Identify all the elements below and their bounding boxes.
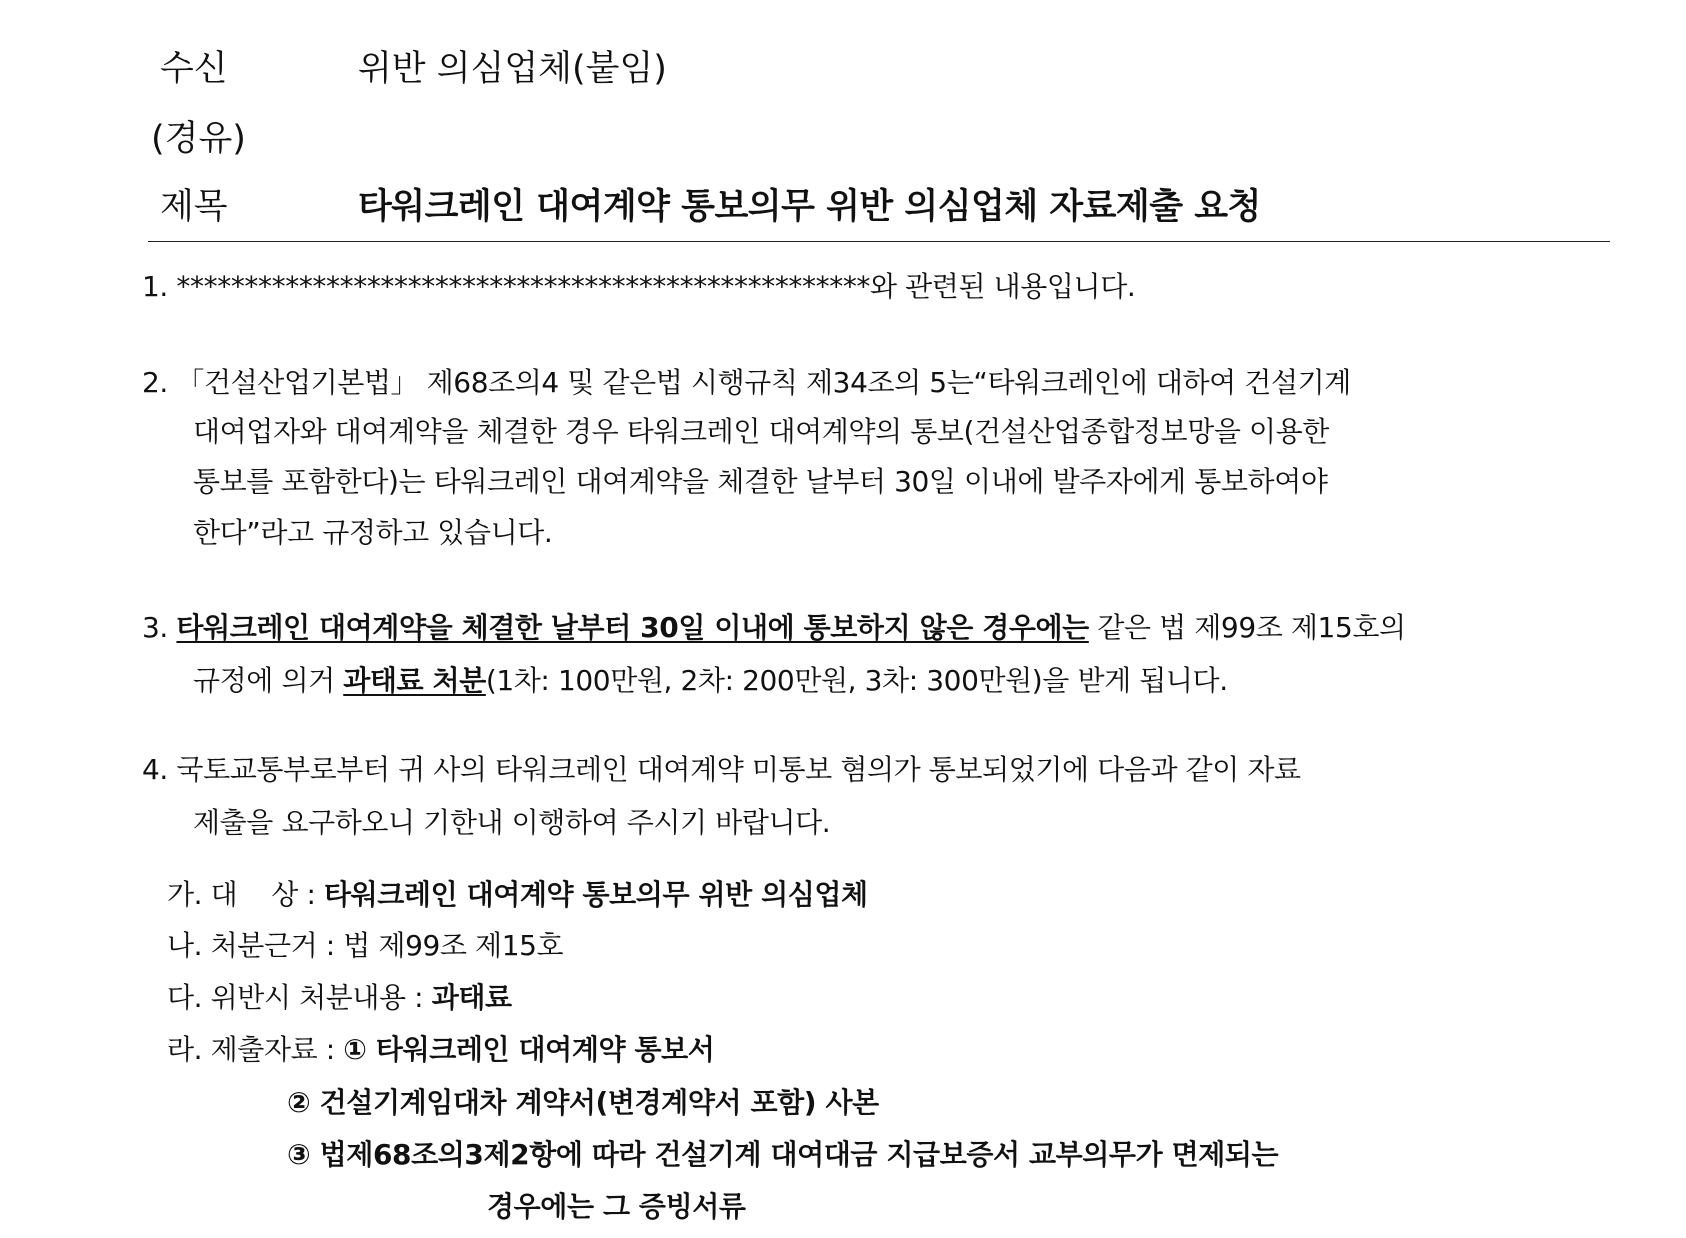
item-na-value: 법 제99조 제15호: [343, 929, 564, 962]
item-ra-value-1: ① 타워크레인 대여계약 통보서: [343, 1033, 715, 1066]
item-ra-value-3a: ③ 법제68조의3제2항에 따라 건설기계 대여대금 지급보증서 교부의무가 면제되는: [287, 1138, 1279, 1171]
item-ga: [167, 877, 868, 913]
paragraph-3-line-2-pre: 규정에 의거: [193, 664, 344, 697]
paragraph-3-emphasis: 타워크레인 대여계약을 체결한 날부터 30일 이내에 통보하지 않은 경우에는: [176, 611, 1089, 644]
penalty-emphasis: 과태료 처분: [343, 664, 486, 697]
paragraph-3-number: 3.: [142, 611, 177, 644]
item-ga-value: 타워크레인 대여계약 통보의무 위반 의심업체: [323, 878, 868, 911]
recipient-value: 위반 의심업체(붙임): [358, 49, 667, 89]
paragraph-2-line-2: 대여업자와 대여계약을 체결한 경우 타워크레인 대여계약의 통보(건설산업종합정보망을 이용한: [193, 415, 1329, 448]
paragraph-2-line-3: 통보를 포함한다)는 타워크레인 대여계약을 체결한 날부터 30일 이내에 발주자에게 통보하여야: [193, 465, 1328, 498]
item-na-label: 나. 처분근거 :: [167, 929, 344, 962]
recipient-label: 수신: [160, 49, 228, 89]
via-label: (경유): [151, 119, 246, 159]
paragraph-3-rest: 같은 법 제99조 제15호의: [1088, 611, 1406, 644]
paragraph-4-line-2: 제출을 요구하오니 기한내 이행하여 주시기 바랍니다.: [193, 806, 831, 839]
paragraph-2-line-4: 한다”라고 규정하고 있습니다.: [193, 516, 553, 549]
item-da-label: 다. 위반시 처분내용 :: [167, 981, 432, 1014]
item-da-value: 과태료: [431, 981, 512, 1014]
item-ra-value-2: ② 건설기계임대차 계약서(변경계약서 포함) 사본: [287, 1086, 879, 1119]
item-ra: [167, 1032, 714, 1068]
item-ra-label: 라. 제출자료 :: [167, 1033, 344, 1066]
paragraph-1: 1. ***************************************************와 관련된 내용입니다.: [142, 270, 1136, 303]
item-na: [167, 928, 563, 964]
header-divider: [148, 241, 1610, 242]
subject-label: 제목: [160, 187, 228, 227]
paragraph-3-line-2: [193, 663, 1228, 699]
paragraph-3-line-2-post: (1차: 100만원, 2차: 200만원, 3차: 300만원)을 받게 됩니다.: [485, 664, 1228, 697]
paragraph-2-line-1: 2. 「건설산업기본법」 제68조의4 및 같은법 시행규칙 제34조의 5는“타워크레인에 대하여 건설기계: [142, 366, 1351, 399]
paragraph-3-line-1: [142, 610, 1406, 646]
item-ra-value-3b: 경우에는 그 증빙서류: [487, 1190, 746, 1223]
paragraph-4-line-1: 4. 국토교통부로부터 귀 사의 타워크레인 대여계약 미통보 혐의가 통보되었기에 다음과 같이 자료: [142, 753, 1301, 786]
item-da: [167, 980, 512, 1016]
item-ga-label: 가. 대 상 :: [167, 878, 324, 911]
subject-title: 타워크레인 대여계약 통보의무 위반 의심업체 자료제출 요청: [358, 187, 1261, 227]
